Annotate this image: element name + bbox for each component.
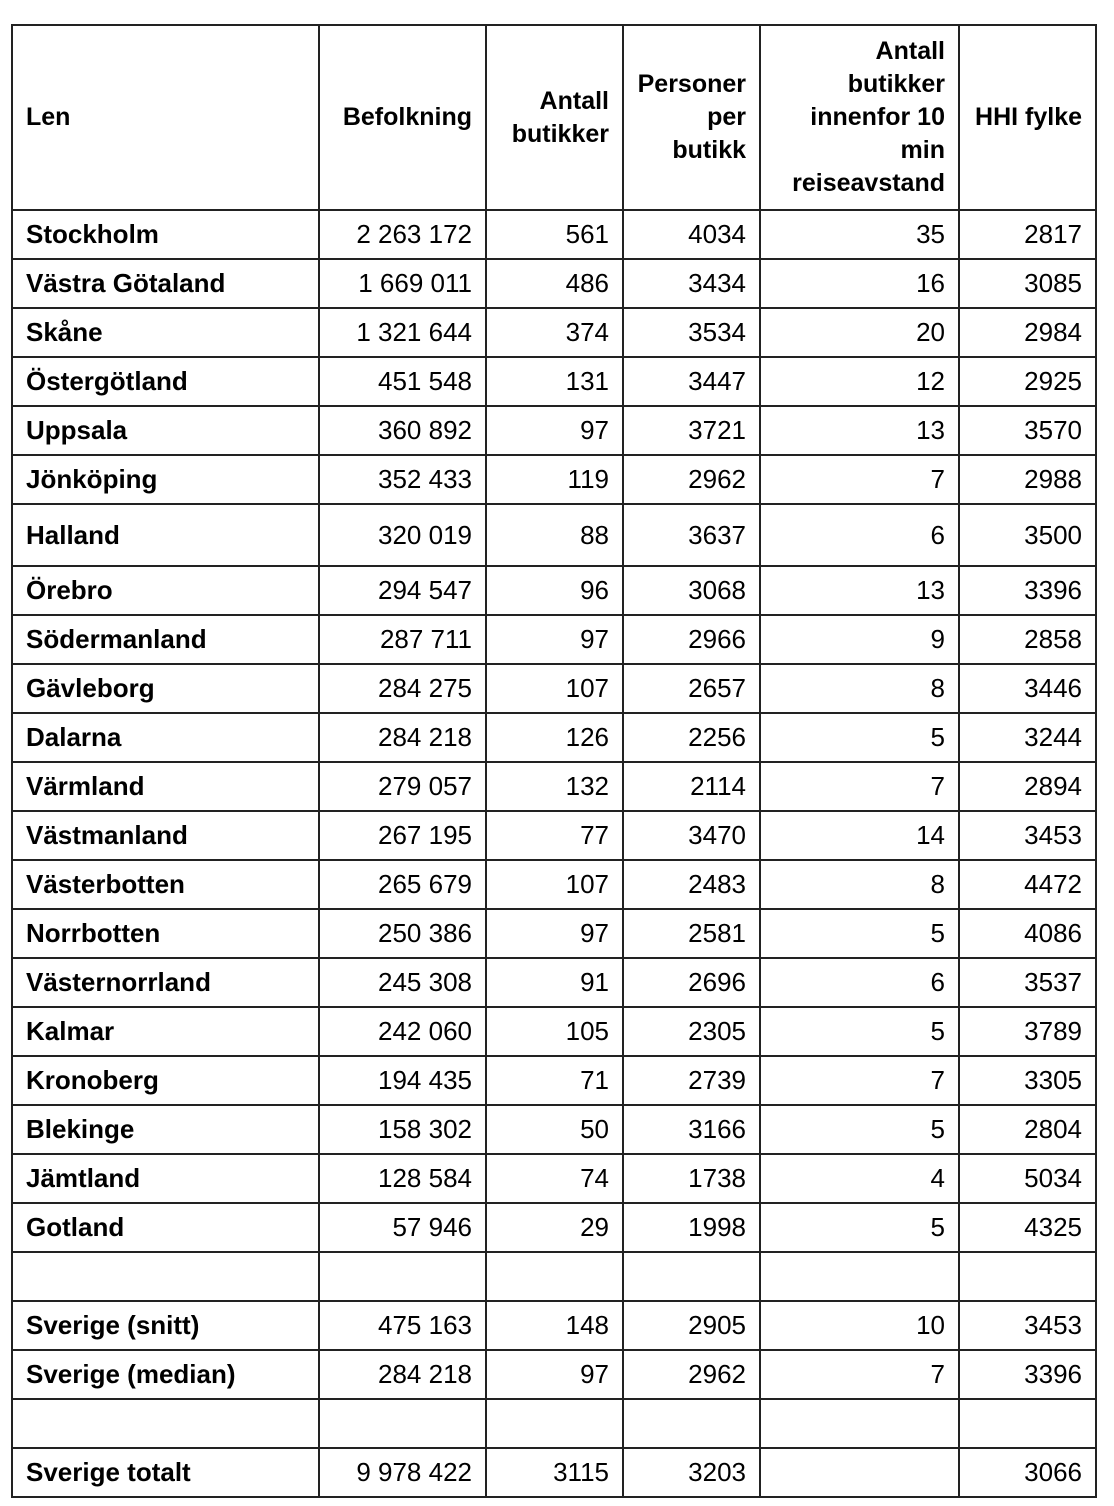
cell-hhi: 3500 [959, 504, 1096, 566]
table-row [12, 713, 1096, 762]
cell-butikker: 50 [486, 1105, 623, 1154]
cell-befolkning: 128 584 [319, 1154, 486, 1203]
cell-personer: 3434 [623, 259, 760, 308]
cell-innenfor: 7 [760, 1056, 959, 1105]
table-row [12, 259, 1096, 308]
cell-innenfor: 13 [760, 566, 959, 615]
cell-butikker: 126 [486, 713, 623, 762]
cell-hhi: 5034 [959, 1154, 1096, 1203]
header-personer-per-butikk: Personer per butikk [623, 25, 760, 210]
cell-len: Uppsala [12, 406, 319, 455]
cell-personer: 3203 [623, 1448, 760, 1497]
cell-butikker: 97 [486, 615, 623, 664]
cell-hhi: 3244 [959, 713, 1096, 762]
cell-butikker: 374 [486, 308, 623, 357]
cell-hhi: 4472 [959, 860, 1096, 909]
cell-befolkning: 284 275 [319, 664, 486, 713]
cell-len: Gotland [12, 1203, 319, 1252]
table-row [12, 615, 1096, 664]
cell-len: Skåne [12, 308, 319, 357]
cell-innenfor: 6 [760, 504, 959, 566]
cell-innenfor: 12 [760, 357, 959, 406]
cell-butikker: 88 [486, 504, 623, 566]
cell-butikker: 486 [486, 259, 623, 308]
cell-len: Stockholm [12, 210, 319, 259]
cell-innenfor: 10 [760, 1301, 959, 1350]
cell-len: Jönköping [12, 455, 319, 504]
cell-hhi: 2925 [959, 357, 1096, 406]
cell-len: Västerbotten [12, 860, 319, 909]
cell-innenfor: 7 [760, 455, 959, 504]
cell-befolkning: 279 057 [319, 762, 486, 811]
cell-personer: 3637 [623, 504, 760, 566]
header-len: Len [12, 25, 319, 210]
cell-butikker: 132 [486, 762, 623, 811]
cell-butikker: 97 [486, 909, 623, 958]
cell-innenfor: 5 [760, 713, 959, 762]
header-antall-innenfor: Antall butikker innenfor 10 min reiseavstand [760, 25, 959, 210]
table-row [12, 1007, 1096, 1056]
cell-hhi: 2988 [959, 455, 1096, 504]
cell-butikker: 107 [486, 664, 623, 713]
cell-len: Västmanland [12, 811, 319, 860]
table-row [12, 1056, 1096, 1105]
cell-len: Örebro [12, 566, 319, 615]
cell-befolkning: 284 218 [319, 713, 486, 762]
table-row [12, 762, 1096, 811]
cell-hhi: 3789 [959, 1007, 1096, 1056]
table-row [12, 504, 1096, 566]
table-row [12, 664, 1096, 713]
table-row [12, 455, 1096, 504]
cell-len: Sverige totalt [12, 1448, 319, 1497]
header-antall-butikker: Antall butikker [486, 25, 623, 210]
cell-butikker: 29 [486, 1203, 623, 1252]
table-row [12, 308, 1096, 357]
cell-len: Västernorrland [12, 958, 319, 1007]
header-befolkning: Befolkning [319, 25, 486, 210]
cell-befolkning: 294 547 [319, 566, 486, 615]
cell-hhi: 2817 [959, 210, 1096, 259]
cell-butikker: 91 [486, 958, 623, 1007]
header-row [12, 25, 1096, 210]
cell-hhi: 3537 [959, 958, 1096, 1007]
cell-innenfor: 16 [760, 259, 959, 308]
cell-personer: 2962 [623, 1350, 760, 1399]
cell-personer: 3068 [623, 566, 760, 615]
table-row [12, 909, 1096, 958]
cell-befolkning: 475 163 [319, 1301, 486, 1350]
cell-personer: 3721 [623, 406, 760, 455]
cell-befolkning: 158 302 [319, 1105, 486, 1154]
cell-innenfor: 5 [760, 1105, 959, 1154]
cell-befolkning: 320 019 [319, 504, 486, 566]
cell-befolkning: 284 218 [319, 1350, 486, 1399]
cell-hhi: 3453 [959, 1301, 1096, 1350]
cell-hhi: 3453 [959, 811, 1096, 860]
summary-row-median [12, 1350, 1096, 1399]
cell-hhi: 3396 [959, 566, 1096, 615]
cell-personer: 2256 [623, 713, 760, 762]
table-row [12, 1154, 1096, 1203]
cell-butikker: 131 [486, 357, 623, 406]
cell-butikker: 96 [486, 566, 623, 615]
cell-hhi: 3066 [959, 1448, 1096, 1497]
cell-personer: 4034 [623, 210, 760, 259]
cell-len: Blekinge [12, 1105, 319, 1154]
cell-befolkning: 1 321 644 [319, 308, 486, 357]
table-row [12, 811, 1096, 860]
cell-len: Norrbotten [12, 909, 319, 958]
cell-butikker: 119 [486, 455, 623, 504]
cell-hhi: 2984 [959, 308, 1096, 357]
cell-hhi: 4325 [959, 1203, 1096, 1252]
cell-personer: 3447 [623, 357, 760, 406]
cell-befolkning: 360 892 [319, 406, 486, 455]
cell-butikker: 105 [486, 1007, 623, 1056]
cell-befolkning: 242 060 [319, 1007, 486, 1056]
cell-befolkning: 287 711 [319, 615, 486, 664]
cell-personer: 2962 [623, 455, 760, 504]
cell-befolkning: 267 195 [319, 811, 486, 860]
cell-innenfor: 13 [760, 406, 959, 455]
cell-personer: 2114 [623, 762, 760, 811]
cell-befolkning: 265 679 [319, 860, 486, 909]
cell-personer: 2305 [623, 1007, 760, 1056]
cell-innenfor: 5 [760, 1007, 959, 1056]
cell-butikker: 97 [486, 1350, 623, 1399]
cell-personer: 2696 [623, 958, 760, 1007]
cell-hhi: 3446 [959, 664, 1096, 713]
table-row [12, 1203, 1096, 1252]
table-row [12, 566, 1096, 615]
cell-butikker: 74 [486, 1154, 623, 1203]
cell-innenfor: 20 [760, 308, 959, 357]
cell-butikker: 561 [486, 210, 623, 259]
cell-len: Östergötland [12, 357, 319, 406]
cell-len: Västra Götaland [12, 259, 319, 308]
cell-personer: 2657 [623, 664, 760, 713]
cell-butikker: 77 [486, 811, 623, 860]
table-row [12, 1105, 1096, 1154]
cell-personer: 2905 [623, 1301, 760, 1350]
cell-hhi: 4086 [959, 909, 1096, 958]
cell-len: Gävleborg [12, 664, 319, 713]
table-row [12, 406, 1096, 455]
cell-innenfor: 4 [760, 1154, 959, 1203]
cell-personer: 2483 [623, 860, 760, 909]
cell-befolkning: 2 263 172 [319, 210, 486, 259]
cell-innenfor: 5 [760, 909, 959, 958]
cell-innenfor: 35 [760, 210, 959, 259]
table-row [12, 958, 1096, 1007]
cell-innenfor: 14 [760, 811, 959, 860]
cell-len: Kronoberg [12, 1056, 319, 1105]
cell-len: Dalarna [12, 713, 319, 762]
cell-innenfor: 7 [760, 1350, 959, 1399]
cell-len: Halland [12, 504, 319, 566]
cell-len: Värmland [12, 762, 319, 811]
cell-innenfor: 7 [760, 762, 959, 811]
cell-befolkning: 1 669 011 [319, 259, 486, 308]
cell-len: Södermanland [12, 615, 319, 664]
cell-befolkning: 245 308 [319, 958, 486, 1007]
cell-personer: 3534 [623, 308, 760, 357]
cell-butikker: 71 [486, 1056, 623, 1105]
cell-butikker: 97 [486, 406, 623, 455]
cell-personer: 1998 [623, 1203, 760, 1252]
cell-befolkning: 57 946 [319, 1203, 486, 1252]
cell-personer: 1738 [623, 1154, 760, 1203]
cell-innenfor: 6 [760, 958, 959, 1007]
cell-len: Jämtland [12, 1154, 319, 1203]
cell-len: Sverige (median) [12, 1350, 319, 1399]
cell-innenfor: 5 [760, 1203, 959, 1252]
cell-personer: 2739 [623, 1056, 760, 1105]
cell-befolkning: 352 433 [319, 455, 486, 504]
cell-hhi: 2858 [959, 615, 1096, 664]
table-row [12, 860, 1096, 909]
cell-innenfor [760, 1448, 959, 1497]
cell-personer: 3166 [623, 1105, 760, 1154]
cell-innenfor: 9 [760, 615, 959, 664]
cell-innenfor: 8 [760, 860, 959, 909]
cell-hhi: 3305 [959, 1056, 1096, 1105]
summary-row-snitt [12, 1301, 1096, 1350]
empty-row [12, 1399, 1096, 1448]
summary-row-totalt [12, 1448, 1096, 1497]
table-row [12, 357, 1096, 406]
cell-befolkning: 250 386 [319, 909, 486, 958]
header-hhi: HHI fylke [959, 25, 1096, 210]
cell-befolkning: 9 978 422 [319, 1448, 486, 1497]
cell-personer: 2966 [623, 615, 760, 664]
cell-len: Kalmar [12, 1007, 319, 1056]
cell-personer: 3470 [623, 811, 760, 860]
cell-hhi: 2894 [959, 762, 1096, 811]
empty-row [12, 1252, 1096, 1301]
cell-butikker: 107 [486, 860, 623, 909]
data-table [11, 24, 1097, 1498]
cell-befolkning: 451 548 [319, 357, 486, 406]
cell-befolkning: 194 435 [319, 1056, 486, 1105]
cell-personer: 2581 [623, 909, 760, 958]
cell-len: Sverige (snitt) [12, 1301, 319, 1350]
cell-hhi: 3570 [959, 406, 1096, 455]
cell-hhi: 3396 [959, 1350, 1096, 1399]
cell-butikker: 148 [486, 1301, 623, 1350]
cell-hhi: 2804 [959, 1105, 1096, 1154]
cell-hhi: 3085 [959, 259, 1096, 308]
cell-innenfor: 8 [760, 664, 959, 713]
table-row [12, 210, 1096, 259]
cell-butikker: 3115 [486, 1448, 623, 1497]
